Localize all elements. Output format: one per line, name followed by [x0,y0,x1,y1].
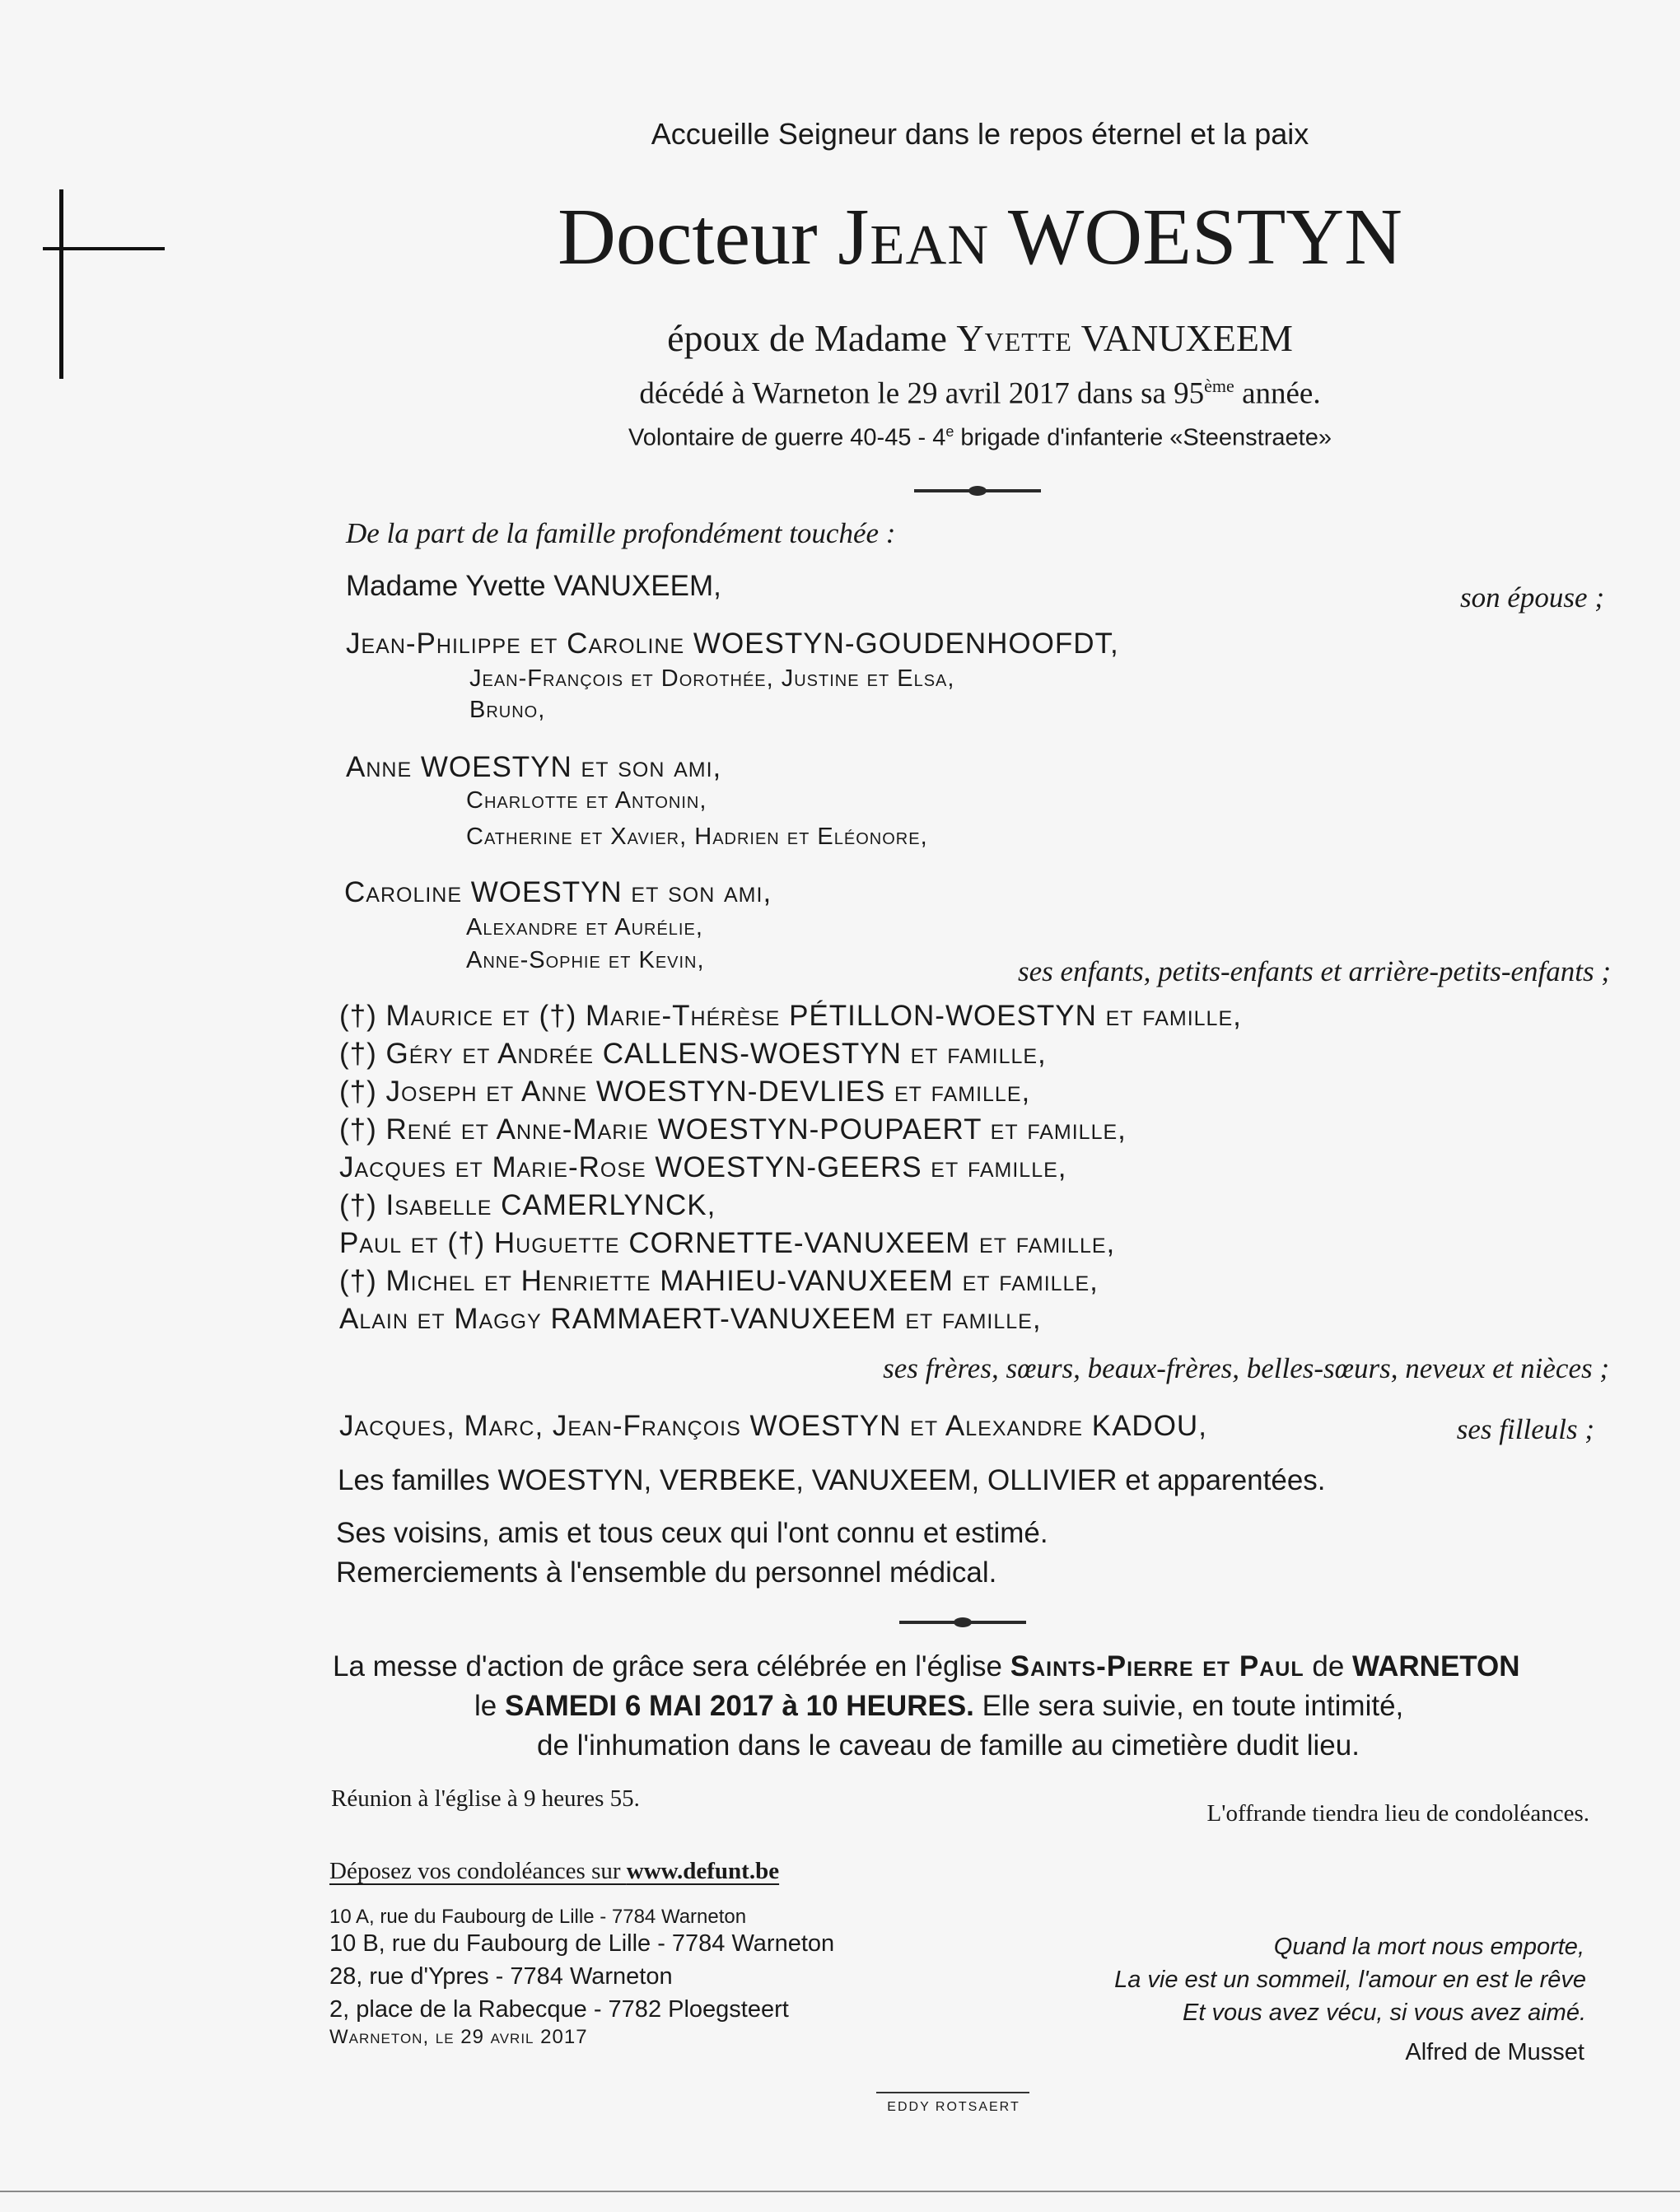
families-line: Les familles WOESTYN, VERBEKE, VANUXEEM, OLLIVIER et apparentées. [338,1464,1326,1496]
title-prefix: Docteur [558,193,818,282]
list-item: Jean-Philippe et Caroline WOESTYN-GOUDENHOOFDT, [346,628,1119,660]
address-line: 2, place de la Rabecque - 7782 Ploegsteert [329,1996,789,2023]
meeting-info: Réunion à l'église à 9 heures 55. [331,1785,640,1812]
address-line: 10 A, rue du Faubourg de Lille - 7784 Warneton [329,1906,747,1928]
list-item: (†) Maurice et (†) Marie-Thérèse PÉTILLON-WOESTYN et famille, [339,1000,1242,1032]
ceremony-line-3: de l'inhumation dans le caveau de famille au cimetière dudit lieu. [537,1729,1360,1762]
list-item: Alain et Maggy RAMMAERT-VANUXEEM et famille, [339,1303,1042,1335]
spouse-line: époux de Madame Yvette VANUXEEM [667,317,1293,359]
volunteer-line: Volontaire de guerre 40-45 - 4e brigade d'infanterie «Steenstraete» [628,423,1332,451]
ornament-divider [914,489,1041,492]
list-item: Anne WOESTYN et son ami, [346,751,722,783]
list-item: Jean-François et Dorothée, Justine et Elsa, [469,665,955,692]
poem-line: Quand la mort nous emporte, [1273,1934,1584,1960]
ceremony-line-2: le SAMEDI 6 MAI 2017 à 10 HEURES. Elle sera suivie, en toute intimité, [474,1690,1404,1722]
offering-info: L'offrande tiendra lieu de condoléances. [1206,1800,1589,1827]
family-intro: De la part de la famille profondément touchée : [346,517,896,549]
condolences-link[interactable]: Déposez vos condoléances sur www.defunt.be [329,1858,780,1884]
list-item: Alexandre et Aurélie, [466,914,703,940]
list-item: Jacques et Marie-Rose WOESTYN-GEERS et famille, [339,1151,1067,1183]
poem-line: Et vous avez vécu, si vous avez aimé. [1183,2000,1586,2026]
address-line: 10 B, rue du Faubourg de Lille - 7784 Warneton [329,1930,835,1957]
address-line: 28, rue d'Ypres - 7784 Warneton [329,1963,673,1990]
godchildren-role: ses filleuls ; [1456,1413,1594,1445]
invocation: Accueille Seigneur dans le repos éternel et la paix [651,117,1309,151]
list-item: Caroline WOESTYN et son ami, [344,876,772,908]
thanks-line: Remerciements à l'ensemble du personnel médical. [336,1556,997,1589]
poem-line: La vie est un sommeil, l'amour en est le rêve [1114,1967,1586,1993]
list-item: Paul et (†) Huguette CORNETTE-VANUXEEM et famille, [339,1227,1116,1259]
siblings-role: ses frères, sœurs, beaux-frères, belles-sœurs, neveux et nièces ; [883,1352,1609,1384]
list-item: (†) Isabelle CAMERLYNCK, [339,1189,716,1221]
ceremony-line-1: La messe d'action de grâce sera célébrée en l'église Saints-Pierre et Paul de WARNETON [333,1650,1520,1682]
godchildren-line: Jacques, Marc, Jean-François WOESTYN et Alexandre KADOU, [339,1410,1207,1442]
title-first-name: Jean [838,193,990,282]
poem-author: Alfred de Musset [1405,2039,1584,2065]
printer-credit: EDDY ROTSAERT [887,2100,1020,2114]
neighbors-line: Ses voisins, amis et tous ceux qui l'ont connu et estimé. [336,1517,1048,1549]
spouse-role: son épouse ; [1460,581,1604,614]
spouse-entry: Madame Yvette VANUXEEM, [346,570,721,602]
list-item: Anne-Sophie et Kevin, [466,947,705,973]
list-item: Bruno, [469,697,546,723]
dateline: Warneton, le 29 avril 2017 [329,2026,588,2048]
list-item: (†) René et Anne-Marie WOESTYN-POUPAERT et famille, [339,1113,1127,1146]
list-item: (†) Géry et Andrée CALLENS-WOESTYN et famille, [339,1038,1047,1070]
death-line: décédé à Warneton le 29 avril 2017 dans sa 95ème année. [639,376,1321,411]
list-item: Catherine et Xavier, Hadrien et Eléonore, [466,824,928,850]
list-item: Charlotte et Antonin, [466,787,707,814]
deceased-name [558,191,1402,283]
children-role: ses enfants, petits-enfants et arrière-petits-enfants ; [1018,955,1611,987]
title-last-name: WOESTYN [1007,193,1402,282]
printer-divider [876,2092,1029,2093]
ornament-divider [899,1621,1026,1624]
list-item: (†) Michel et Henriette MAHIEU-VANUXEEM et famille, [339,1265,1099,1297]
list-item: (†) Joseph et Anne WOESTYN-DEVLIES et famille, [339,1076,1031,1108]
page-edge [0,2191,1680,2192]
